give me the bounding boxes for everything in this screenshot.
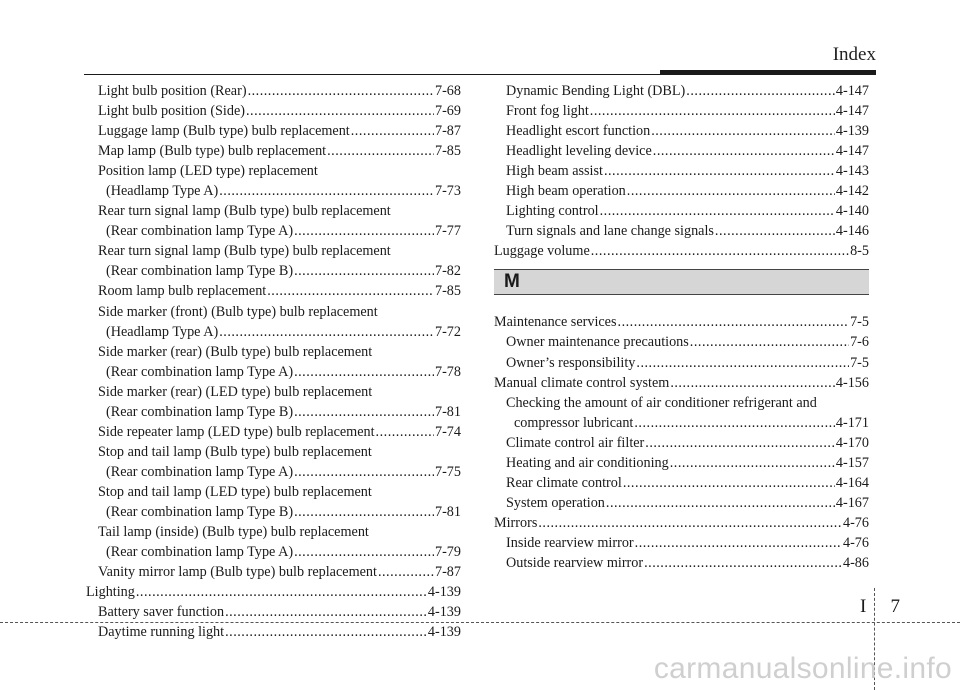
index-entry-page: 4-147 xyxy=(835,143,869,160)
index-entry-text: Headlight escort function xyxy=(506,123,651,140)
index-entry-page: 7-72 xyxy=(434,323,461,340)
index-entry-page: 4-167 xyxy=(835,494,869,511)
index-entry xyxy=(86,241,461,261)
index-entry-text: compressor lubricant xyxy=(514,414,634,431)
index-entry-text: (Rear combination lamp Type A) xyxy=(106,363,294,380)
index-entry-text: Light bulb position (Side) xyxy=(98,103,245,120)
index-entry-page: 4-171 xyxy=(835,414,869,431)
index-entry-text: (Rear combination lamp Type B) xyxy=(106,263,294,280)
index-entry-text: High beam assist xyxy=(506,163,603,180)
index-entry-page: 4-143 xyxy=(835,163,869,180)
dot-leader xyxy=(623,473,835,493)
dot-leader xyxy=(606,493,835,513)
index-entry-page: 7-78 xyxy=(434,363,461,380)
dot-leader xyxy=(225,602,427,622)
index-entry-page: 7-5 xyxy=(850,314,869,331)
index-entry-text: Mirrors xyxy=(494,514,538,531)
dot-leader xyxy=(651,121,835,141)
index-entry-text: Lighting xyxy=(86,584,135,601)
index-entry-page: 7-87 xyxy=(434,564,461,581)
index-entry-text: Stop and tail lamp (Bulb type) bulb replacement xyxy=(98,443,372,460)
index-entry-page: 4-76 xyxy=(842,534,869,551)
index-entry-text: (Headlamp Type A) xyxy=(106,183,219,200)
index-entry xyxy=(494,373,869,393)
dot-leader xyxy=(376,422,434,442)
index-group-bottom xyxy=(494,312,869,573)
dot-leader xyxy=(351,121,434,141)
index-entry-page: 7-73 xyxy=(434,183,461,200)
index-entry-page: 7-81 xyxy=(434,403,461,420)
index-entry xyxy=(86,161,461,181)
dot-leader xyxy=(604,161,835,181)
dot-leader xyxy=(670,453,835,473)
dot-leader xyxy=(136,582,427,602)
index-entry-text: (Rear combination lamp Type B) xyxy=(106,403,294,420)
dot-leader xyxy=(670,373,835,393)
index-entry xyxy=(86,522,461,542)
index-entry-page: 7-82 xyxy=(434,263,461,280)
index-entry-text: (Headlamp Type A) xyxy=(106,323,219,340)
index-entry xyxy=(86,81,461,101)
index-entry-text: Side marker (rear) (LED type) bulb replacement xyxy=(98,383,373,400)
index-entry-page: 4-139 xyxy=(427,624,461,641)
index-entry xyxy=(494,453,869,473)
index-entry-text: Battery saver function xyxy=(98,604,225,621)
index-entry-page: 4-142 xyxy=(835,183,869,200)
index-entry xyxy=(86,221,461,241)
index-entry-text: Room lamp bulb replacement xyxy=(98,283,267,300)
index-entry-page: 7-75 xyxy=(434,463,461,480)
index-entry xyxy=(494,312,869,332)
index-entry xyxy=(86,281,461,301)
dot-leader xyxy=(627,181,835,201)
dot-leader xyxy=(219,322,434,342)
section-letter: M xyxy=(504,271,520,293)
index-entry xyxy=(494,201,869,221)
index-entry-text: Headlight leveling device xyxy=(506,143,652,160)
index-entry xyxy=(86,502,461,522)
index-entry-text: (Rear combination lamp Type A) xyxy=(106,223,294,240)
index-entry xyxy=(494,553,869,573)
index-entry-page: 4-147 xyxy=(835,83,869,99)
index-entry-text: (Rear combination lamp Type A) xyxy=(106,463,294,480)
dot-leader xyxy=(618,312,850,332)
dot-leader xyxy=(378,562,434,582)
index-entry xyxy=(494,221,869,241)
dot-leader xyxy=(327,141,434,161)
index-entry xyxy=(494,141,869,161)
index-entry-page: 7-87 xyxy=(434,123,461,140)
page-number-section: I xyxy=(860,596,867,617)
index-entry xyxy=(86,141,461,161)
index-entry-page: 4-139 xyxy=(835,123,869,140)
index-entry-page: 7-69 xyxy=(434,103,461,120)
dot-leader xyxy=(248,81,434,101)
index-entry xyxy=(86,261,461,281)
index-entry-page: 7-85 xyxy=(434,283,461,300)
index-entry-text: (Rear combination lamp Type A) xyxy=(106,544,294,561)
index-entry-page: 7-5 xyxy=(850,354,869,371)
index-entry xyxy=(86,382,461,402)
index-entry xyxy=(86,422,461,442)
index-entry xyxy=(86,342,461,362)
index-entry xyxy=(494,332,869,352)
index-entry-text: Side marker (rear) (Bulb type) bulb replacement xyxy=(98,343,373,360)
dot-leader xyxy=(538,513,842,533)
dot-leader xyxy=(246,101,434,121)
dot-leader xyxy=(634,413,835,433)
dot-leader xyxy=(294,221,434,241)
index-entry-text: Checking the amount of air conditioner refrigerant and xyxy=(506,394,817,411)
header-rule xyxy=(84,74,876,75)
index-entry-page: 4-157 xyxy=(835,454,869,471)
index-entry-page: 8-5 xyxy=(850,243,869,260)
page-number xyxy=(860,596,900,618)
index-entry xyxy=(86,562,461,582)
index-entry-page: 7-74 xyxy=(434,423,461,440)
index-entry-page: 4-76 xyxy=(842,514,869,531)
index-entry-text: Position lamp (LED type) replacement xyxy=(98,163,318,180)
index-entry-text: Lighting control xyxy=(506,203,599,220)
index-entry xyxy=(494,181,869,201)
index-entry-page: 7-85 xyxy=(434,143,461,160)
index-entry-page: 7-68 xyxy=(434,83,461,99)
dot-leader xyxy=(294,502,434,522)
dot-leader xyxy=(686,81,835,101)
index-entry-page: 7-81 xyxy=(434,503,461,520)
index-entry xyxy=(86,302,461,322)
index-entry xyxy=(86,101,461,121)
dot-leader xyxy=(636,353,849,373)
index-entry xyxy=(86,442,461,462)
index-entry-text: Turn signals and lane change signals xyxy=(506,223,714,240)
index-entry-page: 4-139 xyxy=(427,604,461,621)
index-group-top xyxy=(494,81,869,261)
dot-leader xyxy=(219,181,434,201)
index-entry xyxy=(86,181,461,201)
index-entry xyxy=(494,393,869,413)
index-entry-text: Stop and tail lamp (LED type) bulb replacement xyxy=(98,483,372,500)
index-entry-text: Rear turn signal lamp (Bulb type) bulb replacement xyxy=(98,243,391,260)
index-entry xyxy=(86,482,461,502)
index-entry-page: 4-86 xyxy=(842,554,869,571)
index-entry xyxy=(494,81,869,101)
index-entry-text: Rear climate control xyxy=(506,474,622,491)
index-entry-text: Map lamp (Bulb type) bulb replacement xyxy=(98,143,327,160)
index-entry-text: Vanity mirror lamp (Bulb type) bulb replacement xyxy=(98,564,377,581)
index-entry xyxy=(86,362,461,382)
index-entry xyxy=(494,161,869,181)
index-entry-text: Owner’s responsibility xyxy=(506,354,636,371)
index-entry-text: Side marker (front) (Bulb type) bulb replacement xyxy=(98,303,378,320)
dot-leader xyxy=(653,141,835,161)
index-entry xyxy=(86,582,461,602)
index-entry-text: Inside rearview mirror xyxy=(506,534,634,551)
index-entry xyxy=(494,533,869,553)
dot-leader xyxy=(600,201,835,221)
index-entry-text: High beam operation xyxy=(506,183,626,200)
index-column-right xyxy=(494,81,869,573)
index-entry-text: Manual climate control system xyxy=(494,374,670,391)
index-entry-page: 4-170 xyxy=(835,434,869,451)
index-entry-page: 4-140 xyxy=(835,203,869,220)
index-entry-page: 7-77 xyxy=(434,223,461,240)
page-header-title: Index xyxy=(832,44,876,65)
index-entry xyxy=(494,241,869,261)
index-entry-text: Luggage lamp (Bulb type) bulb replacement xyxy=(98,123,350,140)
index-entry xyxy=(494,493,869,513)
index-entry xyxy=(494,413,869,433)
index-entry-text: Maintenance services xyxy=(494,314,617,331)
index-entry-text: Front fog light xyxy=(506,103,589,120)
index-entry-page: 4-156 xyxy=(835,374,869,391)
index-entry-text: System operation xyxy=(506,494,605,511)
index-entry xyxy=(86,542,461,562)
dot-leader xyxy=(645,433,835,453)
index-entry xyxy=(494,353,869,373)
index-entry xyxy=(86,602,461,622)
index-entry-text: Light bulb position (Rear) xyxy=(98,83,247,99)
dot-leader xyxy=(294,462,434,482)
dot-leader xyxy=(294,261,434,281)
dot-leader xyxy=(267,281,434,301)
index-entry-page: 4-147 xyxy=(835,103,869,120)
dot-leader xyxy=(294,542,434,562)
index-entry-text: Owner maintenance precautions xyxy=(506,334,689,351)
index-column-left xyxy=(86,81,461,642)
dot-leader xyxy=(715,221,835,241)
index-entry xyxy=(494,121,869,141)
index-entry-page: 4-164 xyxy=(835,474,869,491)
index-entry xyxy=(86,462,461,482)
index-entry-text: Dynamic Bending Light (DBL) xyxy=(506,83,686,99)
section-header-bar xyxy=(494,269,869,295)
dot-leader xyxy=(690,332,849,352)
dot-leader xyxy=(294,362,434,382)
footer-dashed-rule xyxy=(0,622,960,623)
dot-leader xyxy=(225,622,427,642)
index-entry-text: Side repeater lamp (LED type) bulb replacement xyxy=(98,423,375,440)
index-entry-text: Outside rearview mirror xyxy=(506,554,644,571)
dot-leader xyxy=(590,101,835,121)
index-entry xyxy=(494,513,869,533)
index-entry-page: 7-6 xyxy=(850,334,869,351)
index-entry xyxy=(86,201,461,221)
index-entry-text: Climate control air filter xyxy=(506,434,645,451)
dot-leader xyxy=(644,553,842,573)
index-entry xyxy=(86,322,461,342)
index-entry-page: 4-146 xyxy=(835,223,869,240)
index-entry-page: 4-139 xyxy=(427,584,461,601)
index-entry-text: Tail lamp (inside) (Bulb type) bulb replacement xyxy=(98,524,369,541)
dot-leader xyxy=(635,533,842,553)
index-entry xyxy=(494,101,869,121)
dot-leader xyxy=(591,241,849,261)
page-number-value: 7 xyxy=(890,596,900,617)
dot-leader xyxy=(294,402,434,422)
index-entry xyxy=(86,402,461,422)
index-entry xyxy=(494,433,869,453)
index-entry xyxy=(86,121,461,141)
index-entry-text: Heating and air conditioning xyxy=(506,454,669,471)
index-entry-text: (Rear combination lamp Type B) xyxy=(106,503,294,520)
index-entry xyxy=(86,622,461,642)
watermark-text: carmanualsonline.info xyxy=(653,652,952,685)
index-entry-page: 7-79 xyxy=(434,544,461,561)
index-entry xyxy=(494,473,869,493)
index-entry-text: Rear turn signal lamp (Bulb type) bulb replacement xyxy=(98,203,391,220)
index-entry-text: Luggage volume xyxy=(494,243,590,260)
index-entry-text: Daytime running light xyxy=(98,624,225,641)
